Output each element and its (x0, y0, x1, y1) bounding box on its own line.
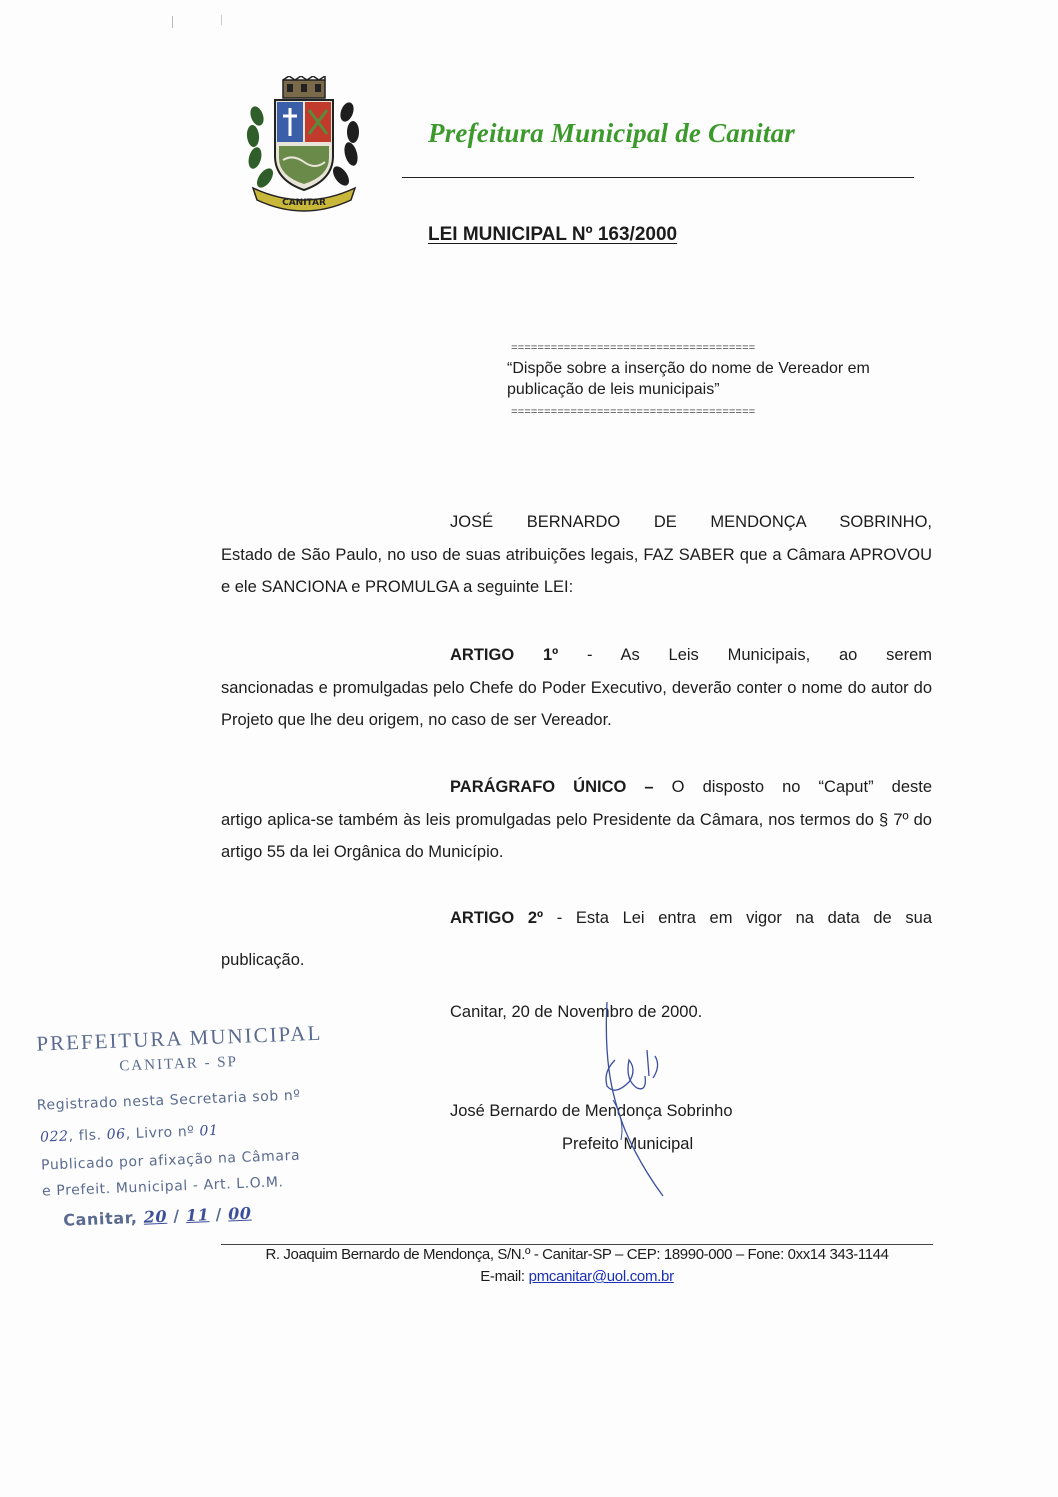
org-name: Prefeitura Municipal de Canitar (428, 118, 795, 148)
stamp-title: PREFEITURA MUNICIPAL (35, 1020, 323, 1056)
footer-email (221, 1268, 933, 1285)
date-line: Canitar, 20 de Novembro de 2000. (450, 1003, 703, 1021)
scan-mark (221, 15, 222, 25)
stamp-registration-line: Registrado nesta Secretaria sob nº (36, 1087, 301, 1114)
footer-divider (221, 1244, 933, 1245)
header-divider (402, 177, 914, 178)
registration-stamp (28, 1019, 386, 1242)
stamp-fls-label: , fls. (68, 1127, 102, 1145)
signer-role: Prefeito Municipal (562, 1135, 694, 1153)
intro-paragraph (221, 506, 932, 604)
stamp-book-line (40, 1123, 219, 1146)
article-2 (221, 902, 932, 976)
svg-text:CANITAR: CANITAR (282, 198, 326, 208)
stamp-reg-number: 022 (39, 1128, 69, 1146)
article-1-lead: - As Leis Municipais, ao serem (558, 646, 933, 664)
stamp-date-month: 11 (185, 1205, 210, 1226)
stamp-livro-label: , Livro nº (125, 1123, 195, 1143)
stamp-subtitle: CANITAR - SP (119, 1053, 239, 1075)
ementa-separator-top: ===================================== (511, 343, 756, 355)
article-1-text: sancionadas e promulgadas pelo Chefe do Poder Executivo, deverão conter o nome do autor do Projeto que lhe deu origem, no caso de ser Vereador. (221, 678, 932, 729)
article-2-label: ARTIGO 2º (450, 909, 544, 927)
stamp-date-line: Canitar, 20 / 11 / 00 (62, 1203, 252, 1230)
footer-email-label: E-mail: (480, 1268, 529, 1285)
intro-first-line: JOSÉ BERNARDO DE MENDONÇA SOBRINHO, (450, 513, 932, 531)
stamp-fls-value: 06 (106, 1126, 126, 1144)
article-2-first-line (221, 902, 932, 935)
paragrafo-lead: O disposto no “Caput” deste (653, 778, 933, 796)
stamp-date-day: 20 (143, 1206, 168, 1227)
intro-text: Estado de São Paulo, no uso de suas atribuições legais, FAZ SABER que a Câmara APROVOU e ele SANCIONA e PROMULGA a seguinte LEI: (221, 545, 932, 596)
stamp-article-line: e Prefeit. Municipal - Art. L.O.M. (41, 1174, 284, 1200)
municipal-crest-icon (243, 76, 365, 214)
law-title: LEI MUNICIPAL Nº 163/2000 (428, 224, 678, 245)
stamp-livro-value: 01 (199, 1122, 219, 1140)
scan-mark (172, 16, 173, 28)
stamp-date-year: 00 (227, 1203, 252, 1224)
signer-name: José Bernardo de Mendonça Sobrinho (450, 1102, 733, 1120)
footer-address: R. Joaquim Bernardo de Mendonça, S/N.º - Canitar-SP – CEP: 18990-000 – Fone: 0xx14 343-1144 (265, 1246, 889, 1263)
article-1-label: ARTIGO 1º (450, 646, 559, 664)
article-1-first-line (221, 639, 932, 672)
article-2-text: publicação. (221, 950, 305, 969)
ementa-separator-bottom: ===================================== (511, 407, 756, 419)
stamp-publication-line: Publicado por afixação na Câmara (40, 1147, 301, 1174)
paragrafo-first-line (221, 771, 932, 804)
paragrafo-text: artigo aplica-se também às leis promulgadas pelo Presidente da Câmara, nos termos do § 7º do artigo 55 da lei Orgânica do Município. (221, 810, 932, 861)
article-2-lead: - Esta Lei entra em vigor na data de sua (543, 909, 933, 927)
article-1 (221, 639, 932, 737)
signature-icon (585, 1000, 685, 1200)
stamp-city-label: Canitar, (62, 1207, 138, 1230)
paragrafo-unico (221, 771, 932, 869)
paragrafo-label: PARÁGRAFO ÚNICO – (450, 778, 654, 796)
law-ementa: “Dispõe sobre a inserção do nome de Vereador em publicação de leis municipais” (507, 360, 870, 398)
footer-email-link[interactable]: pmcanitar@uol.com.br (528, 1268, 674, 1285)
